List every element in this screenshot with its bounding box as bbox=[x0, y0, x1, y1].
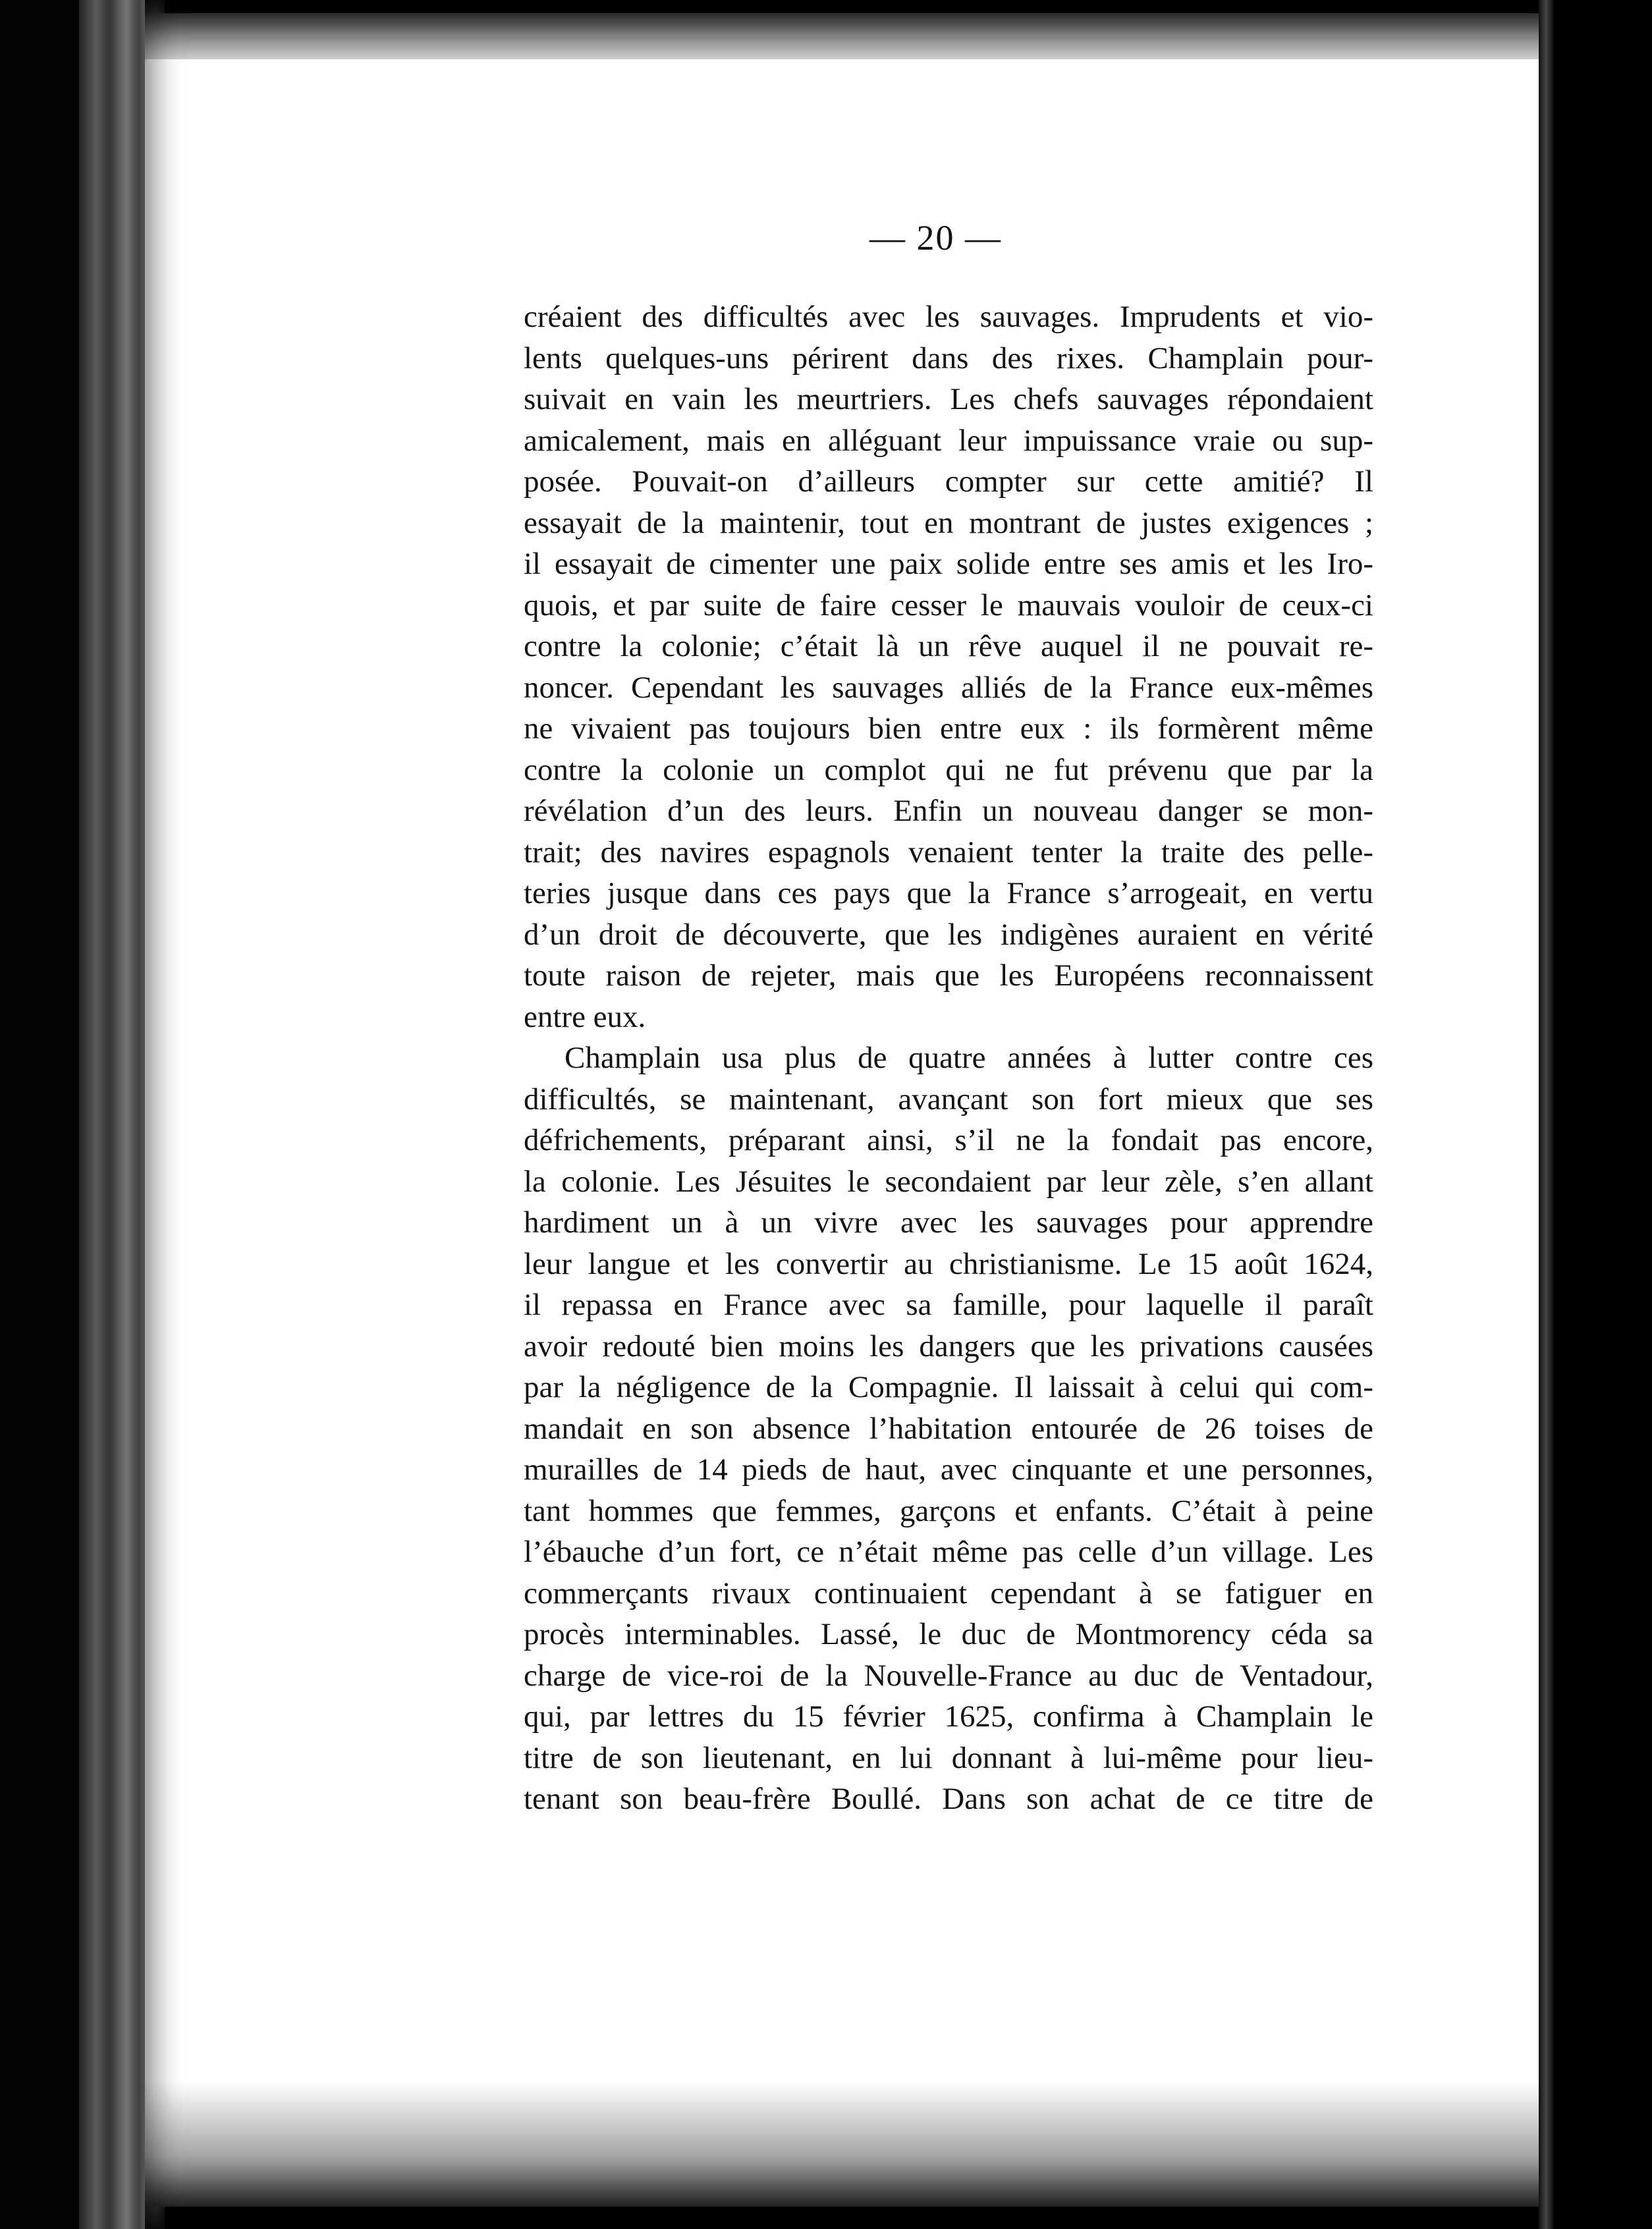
top-shadow bbox=[145, 0, 1561, 59]
text-line: toute raison de rejeter, mais que les Européens reconnaissent bbox=[524, 958, 1373, 993]
text-line: suivait en vain les meurtriers. Les chefs sauvages répondaient bbox=[524, 382, 1373, 416]
text-line: commerçants rivaux continuaient cependant à se fatiguer en bbox=[524, 1576, 1373, 1610]
page-number: — 20 — bbox=[869, 218, 1002, 258]
paragraph-1 bbox=[524, 296, 1373, 1037]
body-text bbox=[524, 296, 1373, 1820]
text-line: hardiment un à un vivre avec les sauvages pour apprendre bbox=[524, 1205, 1373, 1240]
text-line: lents quelques-uns périrent dans des rixes. Champlain pour- bbox=[524, 341, 1373, 375]
text-line: contre la colonie; c’était là un rêve auquel il ne pouvait re- bbox=[524, 629, 1373, 663]
text-line: procès interminables. Lassé, le duc de Montmorency céda sa bbox=[524, 1617, 1373, 1651]
text-line: trait; des navires espagnols venaient tenter la traite des pelle- bbox=[524, 835, 1373, 869]
text-line: créaient des difficultés avec les sauvages. Imprudents et vio- bbox=[524, 300, 1373, 334]
text-line: teries jusque dans ces pays que la France s’arrogeait, en vertu bbox=[524, 876, 1373, 910]
text-line: mandait en son absence l’habitation entourée de 26 toises de bbox=[524, 1411, 1373, 1446]
text-line: essayait de la maintenir, tout en montrant de justes exigences ; bbox=[524, 505, 1373, 540]
text-line: par la négligence de la Compagnie. Il laissait à celui qui com- bbox=[524, 1370, 1373, 1404]
text-line: ne vivaient pas toujours bien entre eux : ils formèrent même bbox=[524, 711, 1373, 746]
text-line: quois, et par suite de faire cesser le mauvais vouloir de ceux-ci bbox=[524, 588, 1373, 622]
text-line: leur langue et les convertir au christianisme. Le 15 août 1624, bbox=[524, 1246, 1373, 1281]
text-line: la colonie. Les Jésuites le secondaient par leur zèle, s’en allant bbox=[524, 1164, 1373, 1199]
text-line: posée. Pouvait-on d’ailleurs compter sur cette amitié? Il bbox=[524, 464, 1373, 499]
right-dark-margin bbox=[1553, 0, 1652, 2229]
text-line: murailles de 14 pieds de haut, avec cinquante et une personnes, bbox=[524, 1452, 1373, 1487]
text-line: entre eux. bbox=[524, 999, 646, 1034]
text-line: avoir redouté bien moins les dangers que les privations causées bbox=[524, 1329, 1373, 1363]
right-page-edge bbox=[1539, 0, 1553, 2229]
text-line: l’ébauche d’un fort, ce n’était même pas celle d’un village. Les bbox=[524, 1535, 1373, 1569]
text-line: difficultés, se maintenant, avançant son fort mieux que ses bbox=[524, 1082, 1373, 1116]
text-line: tenant son beau-frère Boullé. Dans son achat de ce titre de bbox=[524, 1782, 1373, 1816]
text-line: titre de son lieutenant, en lui donnant à lui-même pour lieu- bbox=[524, 1740, 1373, 1775]
text-line: Champlain usa plus de quatre années à lutter contre ces bbox=[564, 1041, 1373, 1075]
text-line: noncer. Cependant les sauvages alliés de la France eux-mêmes bbox=[524, 670, 1373, 705]
text-line: qui, par lettres du 15 février 1625, confirma à Champlain le bbox=[524, 1699, 1373, 1734]
text-line: contre la colonie un complot qui ne fut prévenu que par la bbox=[524, 752, 1373, 787]
text-line: amicalement, mais en alléguant leur impuissance vraie ou sup- bbox=[524, 423, 1373, 458]
text-line: d’un droit de découverte, que les indigènes auraient en vérité bbox=[524, 917, 1373, 952]
text-line: il repassa en France avec sa famille, pour laquelle il paraît bbox=[524, 1288, 1373, 1322]
text-line: charge de vice-roi de la Nouvelle-France au duc de Ventadour, bbox=[524, 1658, 1373, 1693]
bottom-shadow bbox=[145, 2081, 1561, 2229]
paragraph-2 bbox=[524, 1037, 1373, 1820]
text-line: tant hommes que femmes, garçons et enfants. C’était à peine bbox=[524, 1493, 1373, 1528]
text-line: il essayait de cimenter une paix solide entre ses amis et les Iro- bbox=[524, 547, 1373, 581]
text-line: défrichements, préparant ainsi, s’il ne la fondait pas encore, bbox=[524, 1123, 1373, 1157]
text-line: révélation d’un des leurs. Enfin un nouveau danger se mon- bbox=[524, 794, 1373, 828]
